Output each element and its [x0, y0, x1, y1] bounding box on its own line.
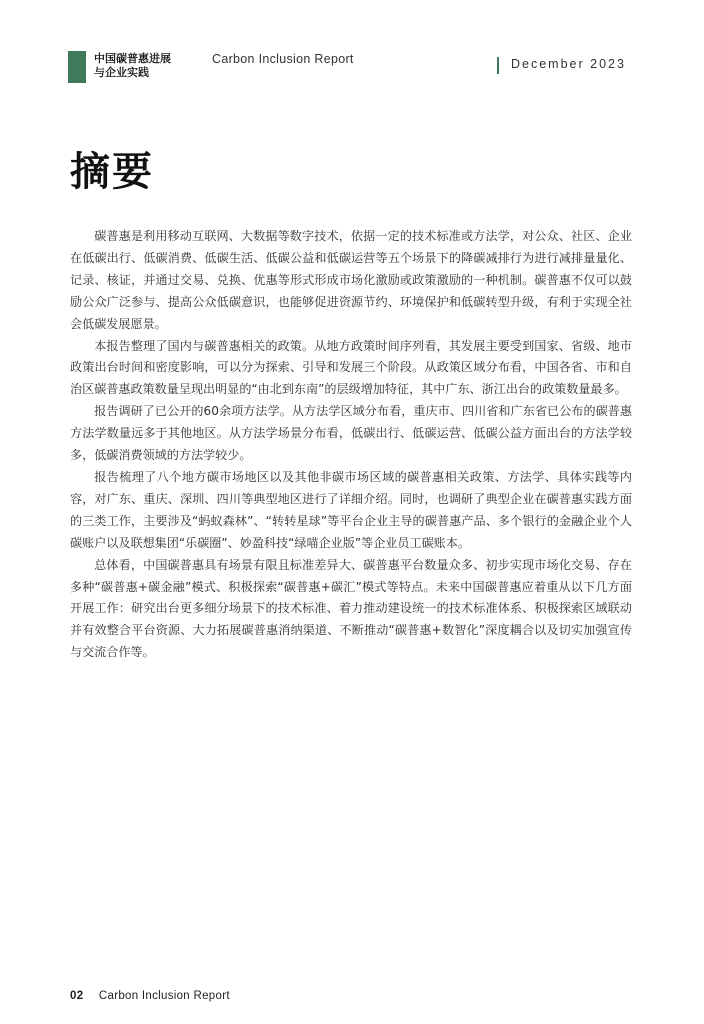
brand-title-line1: 中国碳普惠进展 — [94, 52, 171, 65]
abstract-body — [70, 226, 632, 664]
abstract-paragraph-3: 报告调研了已公开的60余项方法学。从方法学区域分布看，重庆市、四川省和广东省已公布的碳普惠方法学数量远多于其他地区。从方法学场景分布看，低碳出行、低碳运营、低碳公益方面出台的方法学较多，低碳消费领域的方法学较少。 — [70, 404, 632, 463]
brand-logo-block — [68, 51, 86, 83]
abstract-paragraph-1: 碳普惠是利用移动互联网、大数据等数字技术，依据一定的技术标准或方法学，对公众、社区、企业在低碳出行、低碳消费、低碳生活、低碳公益和低碳运营等五个场景下的降碳减排行为进行减排量量化、记录、核证，并通过交易、兑换、优惠等形式形成市场化激励或政策激励的一种机制。碳普惠不仅可以鼓励公众广泛参与、提高公众低碳意识，也能够促进资源节约、环境保护和低碳转型升级，有利于实现全社会低碳发展愿景。 — [70, 229, 632, 331]
brand-title — [94, 52, 171, 80]
page-footer — [70, 990, 230, 1002]
page-number: 02 — [70, 990, 84, 1002]
date-divider — [497, 57, 499, 74]
brand-title-line2: 与企业实践 — [94, 66, 149, 79]
footer-report-name: Carbon Inclusion Report — [98, 990, 230, 1002]
abstract-paragraph-5: 总体看，中国碳普惠具有场景有限且标准差异大、碳普惠平台数量众多、初步实现市场化交易、存在多种“碳普惠+碳金融”模式、积极探索“碳普惠+碳汇”模式等特点。未来中国碳普惠应着重从以下几方面开展工作：研究出台更多细分场景下的技术标准、着力推动建设统一的技术标准体系、积极探索区域联动并有效整合平台资源、大力拓展碳普惠消纳渠道、不断推动“碳普惠+数智化”深度耦合以及切实加强宣传与交流合作等。 — [70, 557, 632, 660]
abstract-paragraph-4: 报告梳理了八个地方碳市场地区以及其他非碳市场区域的碳普惠相关政策、方法学、具体实践等内容，对广东、重庆、深圳、四川等典型地区进行了详细介绍。同时，也调研了典型企业在碳普惠实践方面的三类工作，主要涉及“蚂蚁森林”、“转转星球”等平台企业主导的碳普惠产品、多个银行的金融企业个人碳账户以及联想集团“乐碳圈”、妙盈科技“绿喵企业版”等企业员工碳账本。 — [70, 469, 632, 550]
header-report-name: Carbon Inclusion Report — [212, 52, 354, 66]
page-title: 摘要 — [70, 149, 154, 195]
abstract-paragraph-2: 本报告整理了国内与碳普惠相关的政策。从地方政策时间序列看，其发展主要受到国家、省级、地市政策出台时间和密度影响，可以分为探索、引导和发展三个阶段。从政策区域分布看，中国各省、市和自治区碳普惠政策数量呈现出明显的“由北到东南”的层级增加特征，其中广东、浙江出台的政策数量最多。 — [70, 338, 632, 397]
header-date: December 2023 — [511, 57, 626, 71]
